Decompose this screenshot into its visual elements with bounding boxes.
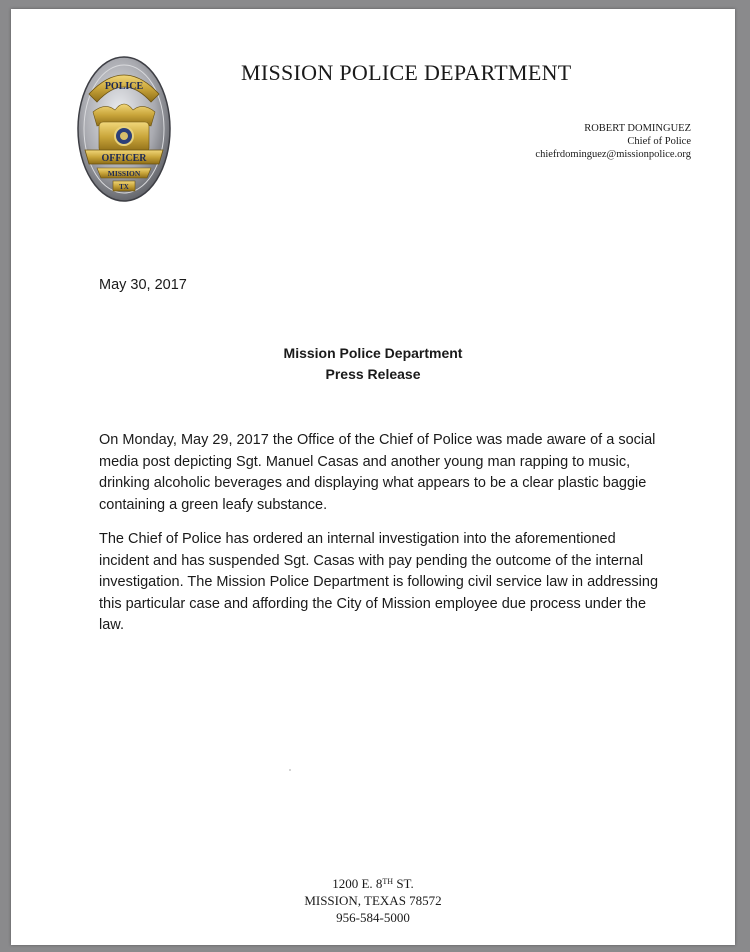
- badge-ribbon-text: OFFICER: [101, 153, 147, 164]
- department-title: MISSION POLICE DEPARTMENT: [241, 60, 572, 85]
- badge-top-text: POLICE: [104, 81, 144, 92]
- chief-contact-block: [535, 122, 691, 161]
- footer-address: [11, 875, 735, 926]
- letter-date: May 30, 2017: [99, 277, 187, 293]
- street-name: ST.: [393, 876, 414, 891]
- press-release-heading: [11, 343, 735, 385]
- heading-department: Mission Police Department: [283, 345, 463, 361]
- body-paragraph-1: On Monday, May 29, 2017 the Office of the Chief of Police was made aware of a social media post depicting Sgt. Manuel Casas and another young man rapping to music, drinking alcoholic beverages and displaying what appears to be a clear plastic baggie containing a green leafy substance.: [99, 432, 656, 513]
- chief-title: Chief of Police: [627, 136, 691, 147]
- street-number: 1200 E. 8: [332, 876, 383, 891]
- badge-city-text: MISSION: [107, 169, 141, 178]
- chief-name: ROBERT DOMINGUEZ: [584, 123, 691, 134]
- city-line: MISSION, TEXAS 78572: [304, 893, 442, 908]
- badge-state-text: TX: [119, 183, 129, 191]
- letter-body: [99, 430, 669, 650]
- body-paragraph-2: The Chief of Police has ordered an internal investigation into the aforementioned incident and has suspended Sgt. Casas with pay pending the outcome of the internal investigation. The Mission Police Department is following civil service law in addressing this particular case and affording the City of Mission employee due process under the law.: [99, 531, 659, 633]
- paper-speck: [289, 769, 291, 771]
- phone-number: 956-584-5000: [336, 910, 410, 925]
- letter-page: [11, 9, 735, 945]
- police-badge-logo: [75, 54, 173, 204]
- chief-email: chiefrdominguez@missionpolice.org: [535, 149, 691, 160]
- heading-press-release: Press Release: [325, 366, 421, 382]
- street-ordinal: TH: [382, 877, 394, 886]
- street-line: [11, 875, 735, 892]
